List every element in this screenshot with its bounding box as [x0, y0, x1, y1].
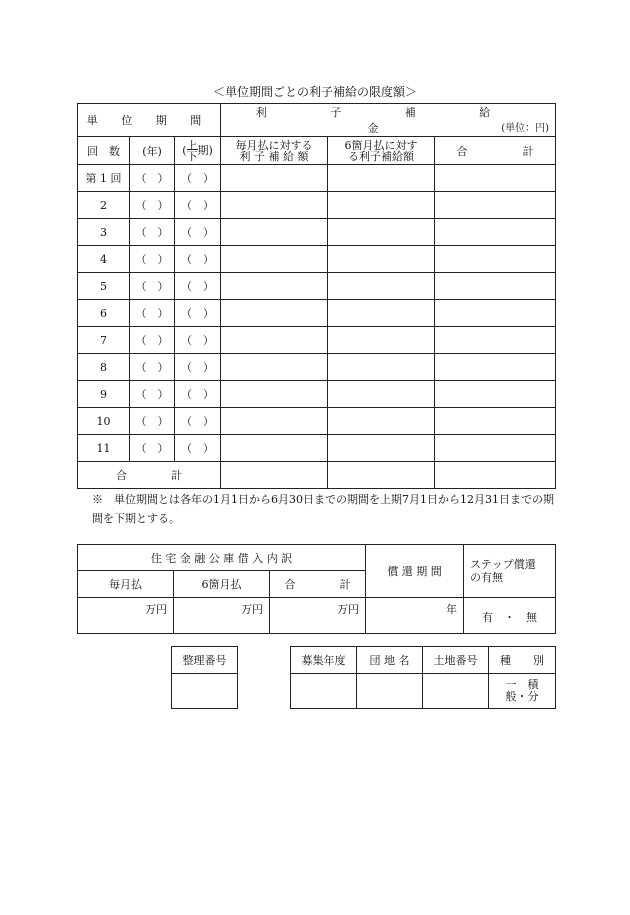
- year-cell[interactable]: （ ）: [130, 408, 175, 435]
- total-cell[interactable]: [435, 462, 556, 489]
- row-number: 11: [78, 435, 130, 462]
- total-subsidy-cell[interactable]: [435, 300, 556, 327]
- page-title: ＜単位期間ごとの利子補給の限度額＞: [212, 85, 417, 99]
- semiannual-subsidy-cell[interactable]: [328, 192, 435, 219]
- monthly-subsidy-cell[interactable]: [221, 354, 328, 381]
- land-number-value[interactable]: [423, 674, 489, 709]
- semiannual-amount[interactable]: 万円: [174, 598, 270, 634]
- total-subsidy-cell[interactable]: [435, 165, 556, 192]
- total-amount[interactable]: 万円: [270, 598, 366, 634]
- semiannual-subsidy-cell[interactable]: [328, 300, 435, 327]
- col-half: (上 下期): [175, 137, 221, 165]
- loan-header: 住 宅 金 融 公 庫 借 入 内 訳: [78, 545, 366, 571]
- subsidy-limit-table: [77, 103, 556, 489]
- semiannual-subsidy-cell[interactable]: [328, 273, 435, 300]
- year-cell[interactable]: （ ）: [130, 354, 175, 381]
- reference-number-value[interactable]: [172, 674, 238, 709]
- year-cell[interactable]: （ ）: [130, 219, 175, 246]
- year-cell[interactable]: （ ）: [130, 300, 175, 327]
- monthly-subsidy-cell[interactable]: [221, 408, 328, 435]
- half-cell[interactable]: （ ）: [175, 273, 221, 300]
- semiannual-subsidy-cell[interactable]: [328, 435, 435, 462]
- land-number-label: 土地番号: [423, 647, 489, 674]
- total-subsidy-cell[interactable]: [435, 192, 556, 219]
- semiannual-subsidy-cell[interactable]: [328, 354, 435, 381]
- col-total: 合 計: [435, 137, 556, 165]
- header-interest-subsidy: 利 子 補 給 金 (単位：円): [221, 104, 556, 137]
- recruit-year-label: 募集年度: [291, 647, 357, 674]
- row-number: 10: [78, 408, 130, 435]
- table-row: [78, 435, 556, 462]
- semiannual-subsidy-cell[interactable]: [328, 381, 435, 408]
- row-number: 3: [78, 219, 130, 246]
- half-cell[interactable]: （ ）: [175, 300, 221, 327]
- half-cell[interactable]: （ ）: [175, 327, 221, 354]
- half-cell[interactable]: （ ）: [175, 165, 221, 192]
- header-unit-period: 単 位 期 間: [78, 104, 221, 137]
- table-row: [78, 219, 556, 246]
- repay-period-header: 償 還 期 間: [366, 545, 464, 598]
- footnote: ※ 単位期間とは各年の1月1日から6月30日までの期間を上期7月1日から12月31日までの期間を下期とする。: [92, 493, 554, 525]
- half-cell[interactable]: （ ）: [175, 192, 221, 219]
- monthly-subsidy-cell[interactable]: [221, 273, 328, 300]
- monthly-subsidy-cell[interactable]: [221, 246, 328, 273]
- total-subsidy-cell[interactable]: [435, 219, 556, 246]
- reference-number-label: 整理番号: [172, 647, 238, 674]
- table-row: [78, 354, 556, 381]
- table-row: [78, 273, 556, 300]
- kind-value[interactable]: 一 般・積 分: [489, 674, 556, 709]
- half-cell[interactable]: （ ）: [175, 408, 221, 435]
- monthly-subsidy-cell[interactable]: [221, 300, 328, 327]
- row-number: 7: [78, 327, 130, 354]
- year-cell[interactable]: （ ）: [130, 435, 175, 462]
- semiannual-subsidy-cell[interactable]: [328, 408, 435, 435]
- half-cell[interactable]: （ ）: [175, 246, 221, 273]
- table-row: [78, 246, 556, 273]
- step-repay-header: ステップ償還 の有無: [464, 545, 556, 598]
- row-number: 8: [78, 354, 130, 381]
- table-row: [78, 327, 556, 354]
- table-row: [78, 300, 556, 327]
- monthly-header: 毎月払: [78, 571, 174, 598]
- monthly-subsidy-cell[interactable]: [221, 192, 328, 219]
- group-name-value[interactable]: [357, 674, 423, 709]
- year-cell[interactable]: （ ）: [130, 273, 175, 300]
- table-row: [78, 381, 556, 408]
- half-cell[interactable]: （ ）: [175, 219, 221, 246]
- table-row: [78, 408, 556, 435]
- recruit-year-value[interactable]: [291, 674, 357, 709]
- total-header: 合 計: [270, 571, 366, 598]
- table-row: [78, 192, 556, 219]
- table-row: [78, 165, 556, 192]
- semiannual-subsidy-cell[interactable]: [328, 219, 435, 246]
- total-subsidy-cell[interactable]: [435, 327, 556, 354]
- year-cell[interactable]: （ ）: [130, 381, 175, 408]
- group-name-label: 団 地 名: [357, 647, 423, 674]
- total-subsidy-cell[interactable]: [435, 246, 556, 273]
- project-info-table: [290, 646, 556, 709]
- monthly-amount[interactable]: 万円: [78, 598, 174, 634]
- semiannual-subsidy-cell[interactable]: [328, 165, 435, 192]
- repay-years[interactable]: 年: [366, 598, 464, 634]
- row-number: 6: [78, 300, 130, 327]
- half-cell[interactable]: （ ）: [175, 435, 221, 462]
- col-count: 回 数: [78, 137, 130, 165]
- semiannual-subsidy-cell[interactable]: [328, 246, 435, 273]
- unit-label: (単位：円): [501, 123, 550, 134]
- col-year: (年): [130, 137, 175, 165]
- year-cell[interactable]: （ ）: [130, 246, 175, 273]
- year-cell[interactable]: （ ）: [130, 192, 175, 219]
- loan-breakdown-table: [77, 544, 556, 634]
- kind-label: 種 別: [489, 647, 556, 674]
- monthly-subsidy-cell[interactable]: [221, 381, 328, 408]
- half-cell[interactable]: （ ）: [175, 354, 221, 381]
- row-number: 第 1 回: [78, 165, 130, 192]
- total-subsidy-cell[interactable]: [435, 435, 556, 462]
- total-subsidy-cell[interactable]: [435, 408, 556, 435]
- semiannual-subsidy-cell[interactable]: [328, 327, 435, 354]
- monthly-subsidy-cell[interactable]: [221, 219, 328, 246]
- total-cell[interactable]: [221, 462, 328, 489]
- half-cell[interactable]: （ ）: [175, 381, 221, 408]
- monthly-subsidy-cell[interactable]: [221, 435, 328, 462]
- total-subsidy-cell[interactable]: [435, 354, 556, 381]
- year-cell[interactable]: （ ）: [130, 165, 175, 192]
- total-subsidy-cell[interactable]: [435, 381, 556, 408]
- col-monthly-subsidy: 毎月払に対する 利 子 補 給 額: [221, 137, 328, 165]
- row-number: 2: [78, 192, 130, 219]
- monthly-subsidy-cell[interactable]: [221, 327, 328, 354]
- col-semiannual-subsidy: 6箇月払に対す る利子補給額: [328, 137, 435, 165]
- semiannual-header: 6箇月払: [174, 571, 270, 598]
- total-subsidy-cell[interactable]: [435, 273, 556, 300]
- monthly-subsidy-cell[interactable]: [221, 165, 328, 192]
- total-cell[interactable]: [328, 462, 435, 489]
- year-cell[interactable]: （ ）: [130, 327, 175, 354]
- total-row-label: 合 計: [78, 462, 221, 489]
- row-number: 5: [78, 273, 130, 300]
- row-number: 9: [78, 381, 130, 408]
- reference-number-table: [171, 646, 238, 709]
- row-number: 4: [78, 246, 130, 273]
- step-yes-no[interactable]: 有 ・ 無: [464, 598, 556, 634]
